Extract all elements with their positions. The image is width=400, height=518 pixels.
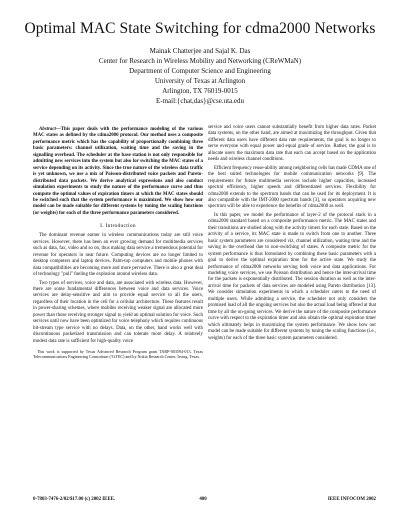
paper-title: Optimal MAC State Switching for cdma2000 Networks xyxy=(24,20,376,37)
right-column xyxy=(208,125,376,344)
affiliation-department: Department of Computer Science and Engineering xyxy=(129,67,271,75)
body-paragraph: Two types of services, voice and data, are associated with wireless data. However, there are some fundamental differences between voice and data services. Voice services are delay-sensitive and aim to provide equal service to all the users, regardless of their location in the cell for a cellular architecture. These features result in power-sharing schemes, where mobiles receiving weaker signal are allocated more power than those receiving stronger signal to yield an optimal solution for voice. Such services until now have been optimized for voice telephony which requires continuous bit-stream type service with no delays. Data, on the other, hand works well with discontinuous packetized transmission and can tolerate more delay. A relatively modest data rate is sufficient for high-quality voice xyxy=(33,280,203,344)
abstract-label: Abstract— xyxy=(39,127,61,132)
body-paragraph: In this paper, we model the performance of layer-2 of the protocol stack in a cdma2000 standard based on a composite performance metric. The MAC states and their transitions are studied along with the activity timers for each state. Based on the activity of a service, its MAC state is made to switch from one to another. Three basic system parameters are considered viz, channel utilization, waiting time and the saving in the overhead due to non-switching of states. A composite metric for the system performance is thus formulated by combining these basic parameters with a goal to derive the optimal expiration time for the active state. We study the performance of cdma2000 networks serving both voice and data applications. For modeling voice services, we use Poisson distribution and hence the inter-arrival time for the packets is exponentially distributed. The session duration as well as the inter-arrival time for packets of data services are modeled using Pareto distribution [13]. We consider simulation experiments in which a scheduler caters to the need of multiple users. While admitting a service, the scheduler not only considers the promised load of all the ongoing services but also the actual load being offered at that time by all the on-going services. We derive the nature of the composite performance curve with respect to the expiration timer and also obtain the optimal expiration timer which ultimately helps in maximizing the system performance. We show how our model can be made suitable for different systems by tuning the scaling functions (i.e., weights) for each of the three basic system parameters considered. xyxy=(208,212,376,341)
abstract xyxy=(33,127,203,217)
left-column xyxy=(33,127,203,361)
section-heading-introduction: I. Introduction xyxy=(100,223,136,230)
page-footer xyxy=(33,497,376,507)
footer-copyright: 0-7803-7476-2/02/$17.00 (c) 2002 IEEE. xyxy=(33,497,116,502)
footnote: This work is supported by Texas Advanced Research Program grant TARP-003594-013, Texas Telecommunications Engineering Consortium (TxTEC) and by Nokia Research Center, Irving, Texas. xyxy=(33,349,203,360)
abstract-text: This paper deals with the performance modeling of the various MAC states as defined by the cdma2000 protocol. Our method uses a composite performance metric which has the capability of proportionally combining three basic parameters: channel utilization, waiting time and the saving in the signalling overhead. The scheduler at the base station is not only responsible for admitting new services into the system but also for switching the MAC states of a service depending on its activity. Since the true nature of the wireless data traffic is yet unknown, we use a mix of Poisson-distributed voice packets and Pareto-distributed data packets. We derive analytical expressions and also conduct simulation experiments to study the nature of the performance curve and thus compute the optimal values of expiration timers at which the MAC states should be switched such that the system performance is maximized. We show how our model can be made suitable for different systems by tuning the scaling functions (or weights) for each of the three performance parameters considered. xyxy=(33,127,203,216)
affiliation-city: Arlington, TX 76019-0015 xyxy=(162,87,238,95)
body-paragraph: The dominant revenue earner in wireless communications today are still voice services. However, there has been an ever growing demand for multimedia services such as data, fax, video and so on, thus making data service a tremendous potential for revenue for operators in near future. Computing devices are no longer limited to desktop computers and laptop devices. Palm-top computers and mobile phones with data compatibilities are becoming more and more pervasive. There is also a great deal of technology "pull" fueling the explosion around wireless data. xyxy=(33,233,203,278)
author-email: E-mail:{chat,das}@cse.uta.edu xyxy=(156,97,244,105)
page-number: 400 xyxy=(199,497,207,502)
body-paragraph: service and voice users cannot substantially benefit from higher data rates. Packet data systems, on the other hand, are aimed at maximizing the throughput. Given that different data users have different data rate requirements, the goal is no longer to serve everyone with equal power and equal grade of service. Rather, the goal is to allocate users the maximum data rate that each can accept based on the application needs and wireless channel conditions. xyxy=(208,125,376,163)
author-names: Mainak Chatterjee and Sajal K. Das xyxy=(149,47,251,55)
body-paragraph: Efficient frequency reuse-ability among neighboring cells has made CDMA one of the best suited technologies for mobile communication networks [9]. The requirements for future multimedia services include higher capacities, increased spectral efficiency, higher speeds and differentiated services. Flexibility for cdma2000 extends to the spectrum bands that can be used for its deployment. It is also compatible with the IMT-2000 spectrum bands [3], so operators acquiring new spectrum will be able to experience the benefits of cdma2000 as well. xyxy=(208,165,376,210)
footer-venue: IEEE INFOCOM 2002 xyxy=(327,497,376,502)
author-block xyxy=(0,46,400,106)
affiliation-center: Center for Research in Wireless Mobility and Networking (CReWMaN) xyxy=(98,57,302,65)
affiliation-university: University of Texas at Arlington xyxy=(154,77,246,85)
